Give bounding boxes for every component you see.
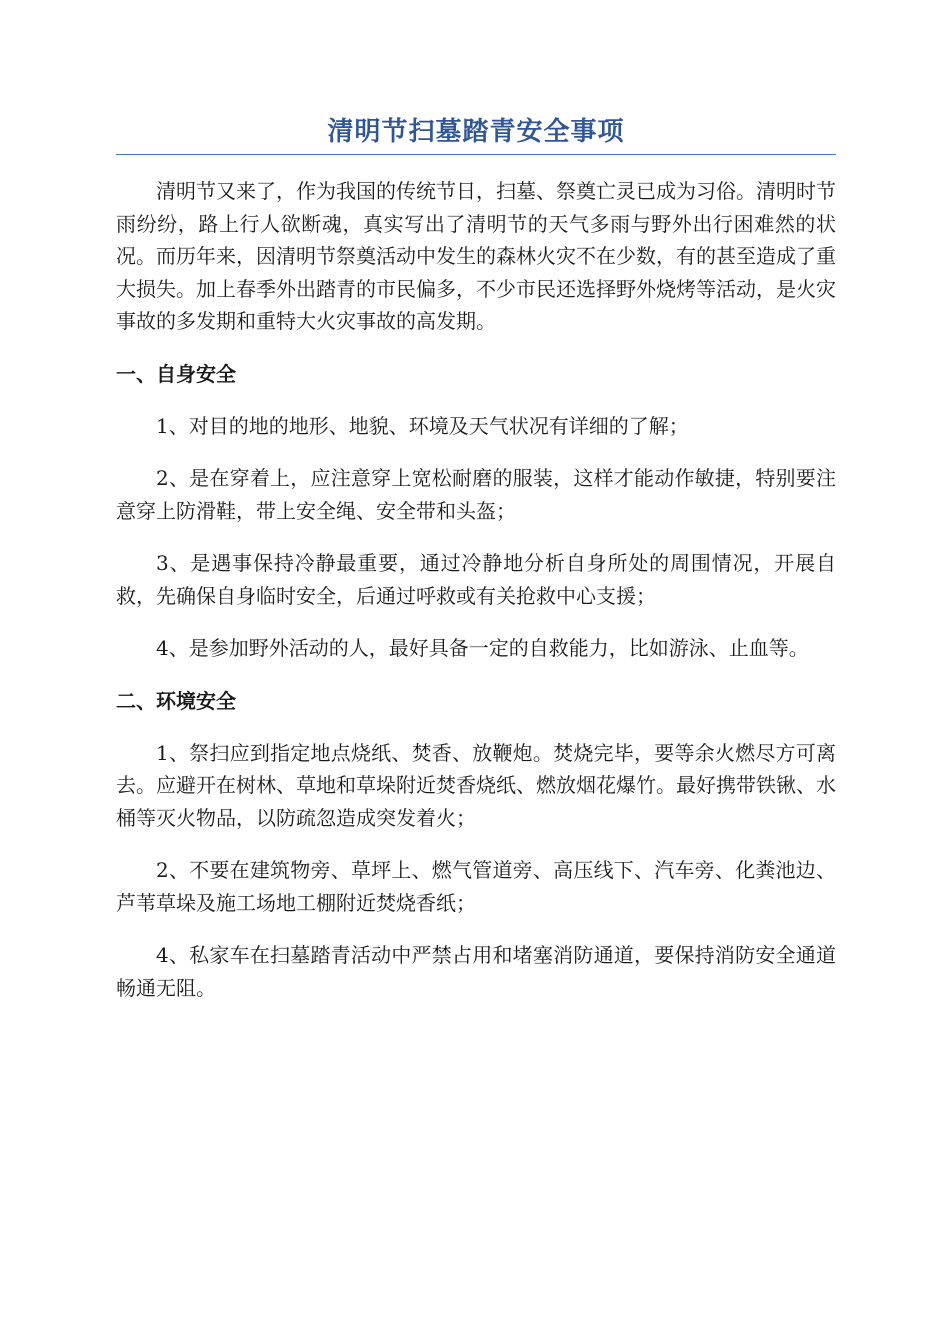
list-item: 1、祭扫应到指定地点烧纸、焚香、放鞭炮。焚烧完毕，要等余火燃尽方可离去。应避开在树林、草地和草垛附近焚香烧纸、燃放烟花爆竹。最好携带铁锹、水桶等灭火物品，以防疏忽造成突发着火； [116,740,836,830]
list-item: 4、是参加野外活动的人，最好具备一定的自救能力，比如游泳、止血等。 [156,636,809,660]
section-heading: 二、环境安全 [116,688,236,713]
list-item: 2、不要在建筑物旁、草坪上、燃气管道旁、高压线下、汽车旁、化粪池边、芦苇草垛及施工场地工棚附近焚烧香纸； [116,858,836,915]
list-item: 3、是遇事保持冷静最重要，通过冷静地分析自身所处的周围情况，开展自救，先确保自身临时安全，后通过呼救或有关抢救中心支援； [116,551,836,608]
section-self-safety [116,358,836,665]
document-page [116,112,836,1024]
title-underline [116,154,836,155]
document-title: 清明节扫墓踏青安全事项 [327,117,625,147]
list-item: 4、私家车在扫墓踏青活动中严禁占用和堵塞消防通道，要保持消防安全通道畅通无阻。 [116,943,836,1000]
list-item: 2、是在穿着上，应注意穿上宽松耐磨的服装，这样才能动作敏捷，特别要注意穿上防滑鞋，带上安全绳、安全带和头盔； [116,466,836,523]
section-environment-safety [116,685,836,1005]
list-item: 1、对目的地的地形、地貌、环境及天气状况有详细的了解； [156,413,689,438]
intro-paragraph: 清明节又来了，作为我国的传统节日，扫墓、祭奠亡灵已成为习俗。清明时节雨纷纷，路上行人欲断魂，真实写出了清明节的天气多雨与野外出行困难然的状况。而历年来，因清明节祭奠活动中发生的森林火灾不在少数，有的甚至造成了重大损失。加上春季外出踏青的市民偏多，不少市民还选择野外烧烤等活动，是火灾事故的多发期和重特大火灾事故的高发期。 [116,179,836,333]
section-heading: 一、自身安全 [116,361,236,386]
